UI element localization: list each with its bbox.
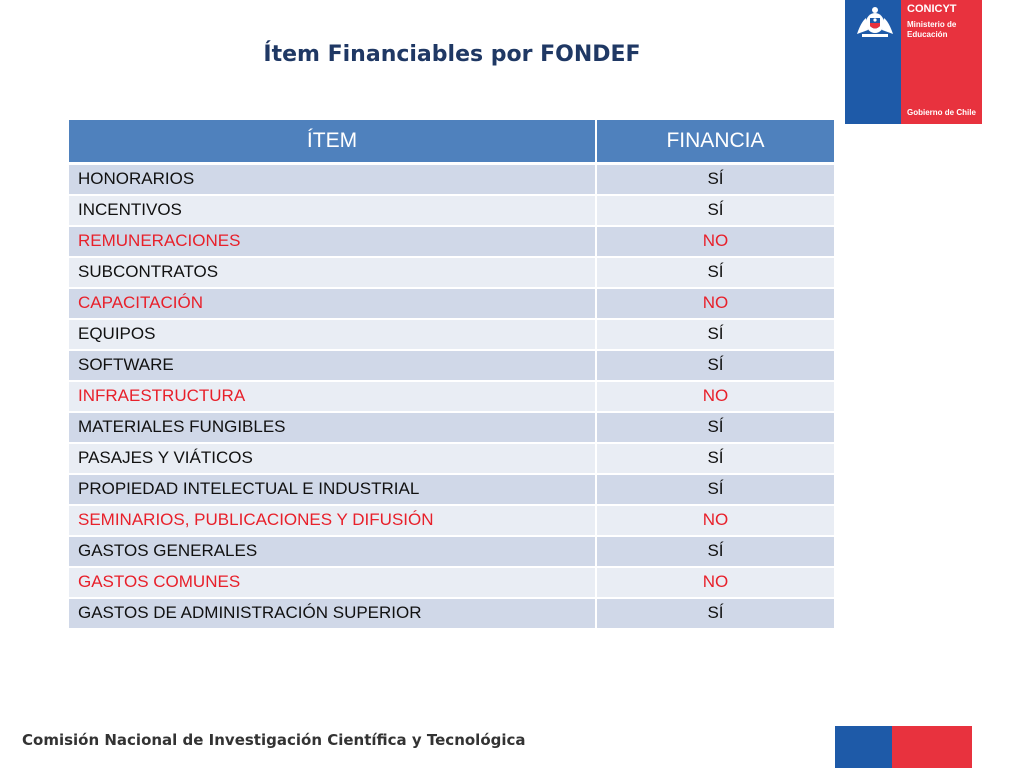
item-cell: EQUIPOS (68, 319, 596, 350)
table-row (68, 536, 835, 567)
financia-cell: NO (596, 381, 835, 412)
item-cell: PASAJES Y VIÁTICOS (68, 443, 596, 474)
item-cell: GASTOS DE ADMINISTRACIÓN SUPERIOR (68, 598, 596, 629)
coat-of-arms-icon (853, 4, 897, 40)
item-cell: PROPIEDAD INTELECTUAL E INDUSTRIAL (68, 474, 596, 505)
financia-cell: SÍ (596, 443, 835, 474)
table-row (68, 474, 835, 505)
header-financia: FINANCIA (596, 119, 835, 164)
financia-cell: SÍ (596, 412, 835, 443)
financia-cell: SÍ (596, 598, 835, 629)
table-row (68, 257, 835, 288)
table-row (68, 195, 835, 226)
financia-cell: NO (596, 567, 835, 598)
logo-name: CONICYT (907, 3, 957, 15)
page-title: Ítem Financiables por FONDEF (263, 42, 641, 67)
financia-cell: NO (596, 226, 835, 257)
item-cell: REMUNERACIONES (68, 226, 596, 257)
table-row (68, 319, 835, 350)
table-row (68, 164, 835, 195)
item-cell: CAPACITACIÓN (68, 288, 596, 319)
table-row (68, 505, 835, 536)
financia-cell: SÍ (596, 257, 835, 288)
financia-cell: SÍ (596, 164, 835, 195)
financia-cell: SÍ (596, 350, 835, 381)
conicyt-logo (845, 0, 982, 124)
item-cell: INCENTIVOS (68, 195, 596, 226)
footer-text: Comisión Nacional de Investigación Científica y Tecnológica (22, 731, 526, 749)
table-row (68, 598, 835, 629)
table-row (68, 226, 835, 257)
item-cell: SEMINARIOS, PUBLICACIONES Y DIFUSIÓN (68, 505, 596, 536)
financia-cell: SÍ (596, 474, 835, 505)
financia-cell: SÍ (596, 319, 835, 350)
logo-ministry: Ministerio de Educación (907, 20, 957, 39)
logo-red-band (901, 0, 982, 124)
financia-cell: NO (596, 288, 835, 319)
table-row (68, 288, 835, 319)
item-cell: GASTOS GENERALES (68, 536, 596, 567)
header-item: ÍTEM (68, 119, 596, 164)
item-cell: INFRAESTRUCTURA (68, 381, 596, 412)
item-cell: SOFTWARE (68, 350, 596, 381)
item-cell: MATERIALES FUNGIBLES (68, 412, 596, 443)
table-row (68, 412, 835, 443)
financia-cell: NO (596, 505, 835, 536)
table-row (68, 567, 835, 598)
financia-cell: SÍ (596, 195, 835, 226)
item-cell: SUBCONTRATOS (68, 257, 596, 288)
table-row (68, 350, 835, 381)
financing-table (67, 118, 836, 630)
item-cell: HONORARIOS (68, 164, 596, 195)
footer-blue-band (835, 726, 892, 768)
logo-government: Gobierno de Chile (907, 108, 976, 117)
footer-red-band (892, 726, 972, 768)
table-row (68, 381, 835, 412)
table-header-row (68, 119, 835, 164)
table-row (68, 443, 835, 474)
financia-cell: SÍ (596, 536, 835, 567)
item-cell: GASTOS COMUNES (68, 567, 596, 598)
